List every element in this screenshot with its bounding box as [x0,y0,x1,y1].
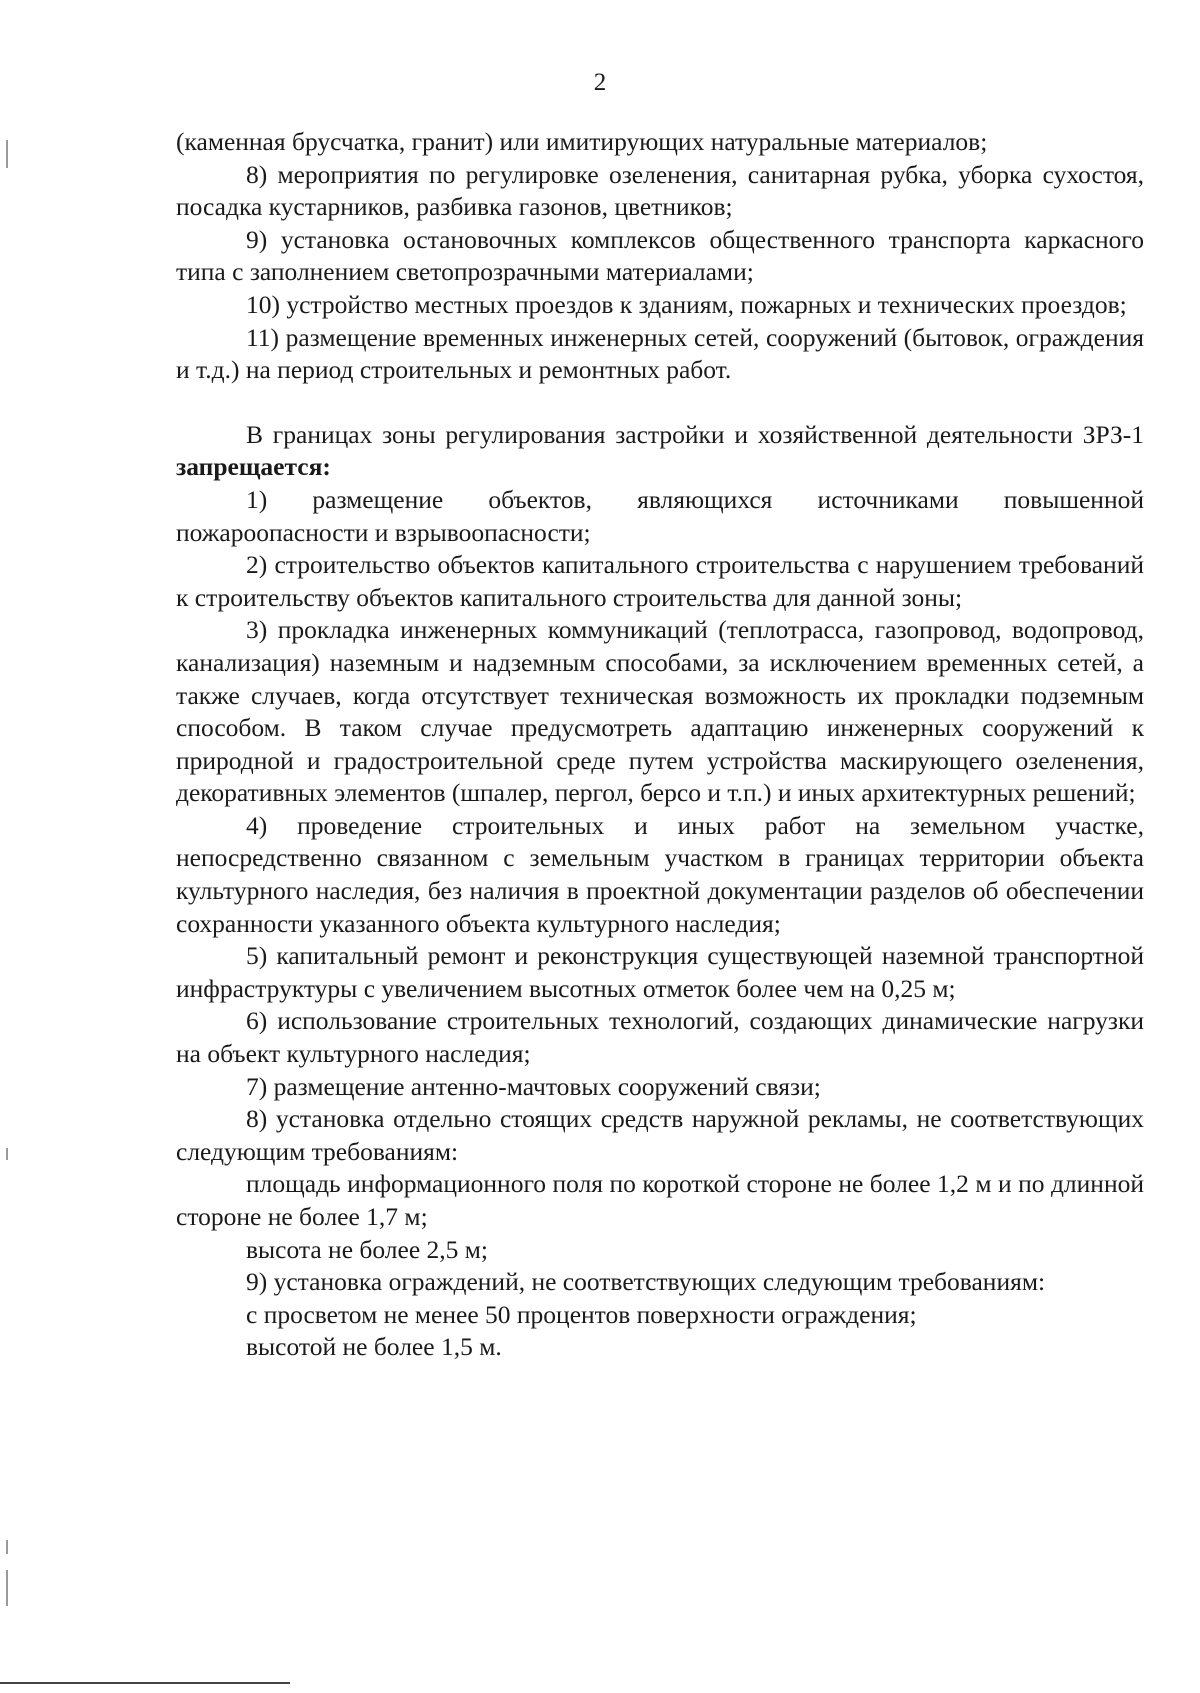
paragraph: 7) размещение антенно-мачтовых сооружений связи; [246,1071,821,1101]
zone-intro-paragraph [176,419,1144,484]
paragraph: с просветом не менее 50 процентов поверхности ограждения; [246,1299,917,1329]
scan-artifact [6,1148,8,1160]
zone-intro-emphasis: запрещается: [176,452,331,482]
paragraph: 9) установка ограждений, не соответствующих следующим требованиям: [246,1267,1046,1297]
document-body [176,126,1144,1364]
paragraph: 9) установка остановочных комплексов общественного транспорта каркасного типа с заполнением светопрозрачными материалами; [176,224,1144,287]
paragraph: 11) размещение временных инженерных сетей, сооружений (бытовок, ограждения и т.д.) на период строительных и ремонтных работ. [176,322,1144,385]
paragraph: (каменная брусчатка, гранит) или имитирующих натуральные материалов; [176,127,988,156]
paragraph: площадь информационного поля по короткой стороне не более 1,2 м и по длинной стороне не более 1,7 м; [176,1169,1144,1231]
paragraph: высота не более 2,5 м; [246,1234,488,1264]
paragraph: высотой не более 1,5 м. [246,1332,502,1362]
paragraph: 8) мероприятия по регулировке озеленения, санитарная рубка, уборка сухостоя, посадка кустарников, разбивка газонов, цветников; [176,159,1144,222]
scan-artifact [6,1540,8,1554]
scan-artifact [6,1570,8,1606]
paragraph: 1) размещение объектов, являющихся источниками повышенной пожароопасности и взрывоопасности; [176,484,1144,547]
paragraph: 10) устройство местных проездов к зданиям, пожарных и технических проездов; [246,289,1127,319]
page-number: 2 [593,69,607,96]
zone-intro-text: В границах зоны регулирования застройки и хозяйственной деятельности ЗРЗ-1 [246,419,1144,449]
scan-edge-line [0,1682,290,1684]
paragraph: 6) использование строительных технологий, создающих динамические нагрузки на объект культурного наследия; [176,1006,1144,1069]
paragraph: 4) проведение строительных и иных работ на земельном участке, непосредственно связанном с земельным участком в границах территории объекта культурного наследия, без наличия в проектной документации разделов об обеспечении сохранности указанного объекта культурного наследия; [176,810,1144,938]
paragraph: 8) установка отдельно стоящих средств наружной рекламы, не соответствующих следующим требованиям: [176,1104,1144,1166]
paragraph-gap [176,387,1144,419]
paragraph: 2) строительство объектов капитального строительства с нарушением требований к строительству объектов капитального строительства для данной зоны; [176,550,1144,612]
scan-artifact [6,140,8,168]
paragraph: 5) капитальный ремонт и реконструкция существующей наземной транспортной инфраструктуры с увеличением высотных отметок более чем на 0,25 м; [176,941,1144,1003]
paragraph: 3) прокладка инженерных коммуникаций (теплотрасса, газопровод, водопровод, канализация) наземным и надземным способами, за исключением временных сетей, а также случаев, когда отсутствует техническая возможность их прокладки подземным способом. В таком случае предусмотреть адаптацию инженерных сооружений к природной и градостроительной среде путем устройства маскирующего озеленения, декоративных элементов (шпалер, пергол, берсо и т.п.) и иных архитектурных решений; [176,615,1144,808]
